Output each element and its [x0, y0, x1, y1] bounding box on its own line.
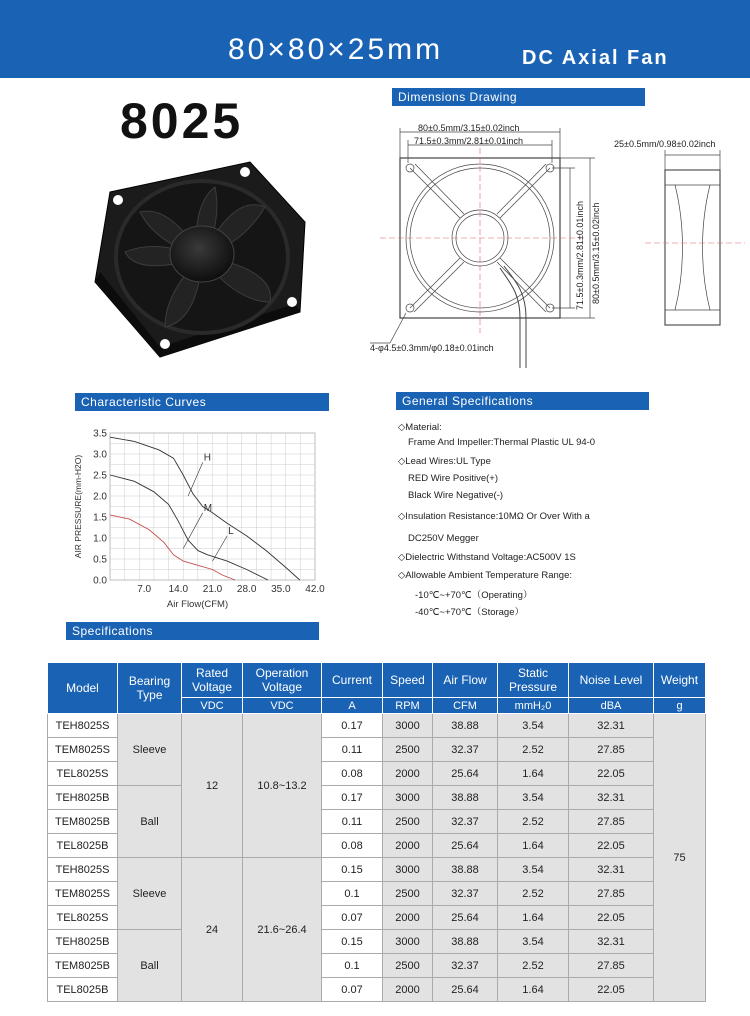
speed-cell: 2000	[383, 834, 433, 858]
noise-level-cell: 27.85	[569, 954, 654, 978]
col-air-flow: Air Flow	[433, 663, 498, 698]
air-flow-cell: 38.88	[433, 858, 498, 882]
air-flow-cell: 38.88	[433, 714, 498, 738]
noise-level-cell: 32.31	[569, 786, 654, 810]
general-spec-line: -40℃~+70℃（Storage）	[415, 607, 525, 618]
unit-rated-voltage: VDC	[182, 698, 243, 714]
speed-cell: 2500	[383, 954, 433, 978]
dim-outer-width: 80±0.5mm/3.15±0.02inch	[418, 123, 520, 133]
speed-cell: 2500	[383, 810, 433, 834]
y-tick-label: 0.0	[93, 575, 107, 587]
noise-level-cell: 27.85	[569, 810, 654, 834]
dim-outer-height-vertical: 80±0.5mm/3.15±0.02inch	[591, 202, 601, 304]
general-spec-line: ◇Material:	[398, 422, 442, 433]
y-tick-label: 2.5	[93, 470, 107, 482]
x-tick-label: 35.0	[271, 584, 291, 595]
fan-product-image	[80, 152, 320, 372]
y-tick-label: 2.0	[93, 491, 107, 503]
static-pressure-cell: 3.54	[498, 930, 569, 954]
section-characteristic-curves: Characteristic Curves	[75, 393, 329, 411]
static-pressure-cell: 2.52	[498, 954, 569, 978]
noise-level-cell: 22.05	[569, 834, 654, 858]
operation-voltage-cell: 21.6~26.4	[243, 858, 322, 1002]
bearing-cell: Sleeve	[118, 858, 182, 930]
speed-cell: 2500	[383, 738, 433, 762]
current-cell: 0.1	[322, 882, 383, 906]
current-cell: 0.07	[322, 978, 383, 1002]
model-cell: TEH8025B	[48, 786, 118, 810]
model-cell: TEL8025B	[48, 978, 118, 1002]
series-leader-h	[188, 462, 203, 496]
col-operation-voltage: Operation Voltage	[243, 663, 322, 698]
characteristic-curves-chart	[70, 420, 335, 615]
specifications-table	[47, 662, 706, 1002]
general-spec-line: ◇Dielectric Withstand Voltage:AC500V 1S	[398, 552, 576, 563]
weight-cell: 75	[654, 714, 706, 1002]
current-cell: 0.1	[322, 954, 383, 978]
model-cell: TEL8025S	[48, 762, 118, 786]
bearing-cell: Ball	[118, 930, 182, 1002]
bearing-cell: Ball	[118, 786, 182, 858]
rated-voltage-cell: 24	[182, 858, 243, 1002]
general-spec-line: ◇Lead Wires:UL Type	[398, 456, 491, 467]
general-spec-line: Frame And Impeller:Thermal Plastic UL 94-0	[408, 437, 596, 448]
y-tick-label: 3.5	[93, 428, 107, 440]
x-axis-label: Air Flow(CFM)	[166, 599, 229, 610]
section-specifications: Specifications	[66, 622, 319, 640]
noise-level-cell: 22.05	[569, 978, 654, 1002]
y-tick-label: 1.0	[93, 533, 107, 545]
x-tick-label: 28.0	[236, 584, 257, 595]
col-static-pressure: Static Pressure	[498, 663, 569, 698]
model-cell: TEL8025S	[48, 906, 118, 930]
noise-level-cell: 32.31	[569, 930, 654, 954]
model-cell: TEM8025S	[48, 738, 118, 762]
current-cell: 0.17	[322, 714, 383, 738]
col-noise-level: Noise Level	[569, 663, 654, 698]
air-flow-cell: 38.88	[433, 786, 498, 810]
x-tick-label: 7.0	[137, 584, 152, 595]
col-weight: Weight	[654, 663, 706, 698]
y-tick-label: 1.5	[93, 512, 107, 524]
current-cell: 0.11	[322, 738, 383, 762]
fan-type-title: DC Axial Fan	[522, 47, 669, 69]
table-row	[48, 858, 706, 882]
static-pressure-cell: 2.52	[498, 882, 569, 906]
model-cell: TEL8025B	[48, 834, 118, 858]
air-flow-cell: 32.37	[433, 954, 498, 978]
air-flow-cell: 25.64	[433, 978, 498, 1002]
series-label-l: L	[228, 525, 234, 537]
fan-size-title: 80×80×25mm	[228, 33, 444, 66]
bearing-cell: Sleeve	[118, 714, 182, 786]
speed-cell: 3000	[383, 786, 433, 810]
static-pressure-cell: 1.64	[498, 834, 569, 858]
table-row	[48, 930, 706, 954]
x-tick-label: 21.0	[202, 584, 223, 595]
series-label-h: H	[203, 452, 211, 464]
model-number: 8025	[120, 93, 244, 149]
speed-cell: 2000	[383, 906, 433, 930]
speed-cell: 3000	[383, 858, 433, 882]
noise-level-cell: 27.85	[569, 882, 654, 906]
model-cell: TEM8025S	[48, 882, 118, 906]
y-tick-label: 3.0	[93, 449, 107, 461]
dim-hole-diameter: 4-φ4.5±0.3mm/φ0.18±0.01inch	[370, 343, 494, 353]
air-flow-cell: 32.37	[433, 882, 498, 906]
current-cell: 0.15	[322, 858, 383, 882]
model-cell: TEM8025B	[48, 810, 118, 834]
table-row	[48, 714, 706, 738]
col-speed: Speed	[383, 663, 433, 698]
static-pressure-cell: 3.54	[498, 714, 569, 738]
dim-hole-spacing-vertical: 71.5±0.3mm/2.81±0.01inch	[575, 201, 585, 310]
series-line-l	[110, 515, 235, 580]
static-pressure-cell: 1.64	[498, 906, 569, 930]
speed-cell: 2000	[383, 978, 433, 1002]
current-cell: 0.07	[322, 906, 383, 930]
model-cell: TEH8025B	[48, 930, 118, 954]
unit-static-pressure: mmH₂0	[498, 698, 569, 714]
col-rated-voltage: Rated Voltage	[182, 663, 243, 698]
general-spec-line: ◇Insulation Resistance:10MΩ Or Over With a	[398, 511, 590, 522]
current-cell: 0.15	[322, 930, 383, 954]
static-pressure-cell: 2.52	[498, 810, 569, 834]
operation-voltage-cell: 10.8~13.2	[243, 714, 322, 858]
unit-noise-level: dBA	[569, 698, 654, 714]
speed-cell: 2000	[383, 762, 433, 786]
unit-speed: RPM	[383, 698, 433, 714]
speed-cell: 3000	[383, 930, 433, 954]
noise-level-cell: 22.05	[569, 762, 654, 786]
table-row	[48, 786, 706, 810]
section-dimensions: Dimensions Drawing	[392, 88, 645, 106]
rated-voltage-cell: 12	[182, 714, 243, 858]
static-pressure-cell: 1.64	[498, 978, 569, 1002]
col-model: Model	[48, 663, 118, 714]
unit-operation-voltage: VDC	[243, 698, 322, 714]
dim-hole-spacing: 71.5±0.3mm/2.81±0.01inch	[414, 136, 523, 146]
x-tick-label: 42.0	[305, 584, 325, 595]
air-flow-cell: 32.37	[433, 810, 498, 834]
general-spec-line: DC250V Megger	[408, 533, 479, 544]
noise-level-cell: 32.31	[569, 858, 654, 882]
model-cell: TEH8025S	[48, 858, 118, 882]
y-tick-label: 0.5	[93, 554, 107, 566]
noise-level-cell: 22.05	[569, 906, 654, 930]
current-cell: 0.11	[322, 810, 383, 834]
general-spec-line: RED Wire Positive(+)	[408, 473, 498, 484]
noise-level-cell: 32.31	[569, 714, 654, 738]
air-flow-cell: 32.37	[433, 738, 498, 762]
unit-current: A	[322, 698, 383, 714]
air-flow-cell: 25.64	[433, 762, 498, 786]
current-cell: 0.17	[322, 786, 383, 810]
model-cell: TEM8025B	[48, 954, 118, 978]
air-flow-cell: 25.64	[433, 834, 498, 858]
series-leader-m	[183, 513, 203, 549]
speed-cell: 2500	[383, 882, 433, 906]
col-bearing-type: Bearing Type	[118, 663, 182, 714]
noise-level-cell: 27.85	[569, 738, 654, 762]
side-view-drawing	[640, 145, 750, 345]
current-cell: 0.08	[322, 834, 383, 858]
static-pressure-cell: 3.54	[498, 786, 569, 810]
header-banner	[0, 0, 750, 78]
static-pressure-cell: 3.54	[498, 858, 569, 882]
dim-thickness: 25±0.5mm/0.98±0.02inch	[614, 139, 716, 149]
section-general-specifications: General Specifications	[396, 392, 649, 410]
model-cell: TEH8025S	[48, 714, 118, 738]
speed-cell: 3000	[383, 714, 433, 738]
col-current: Current	[322, 663, 383, 698]
current-cell: 0.08	[322, 762, 383, 786]
air-flow-cell: 25.64	[433, 906, 498, 930]
unit-weight: g	[654, 698, 706, 714]
series-label-m: M	[203, 502, 213, 514]
static-pressure-cell: 1.64	[498, 762, 569, 786]
static-pressure-cell: 2.52	[498, 738, 569, 762]
general-spec-line: -10℃~+70℃（Operating）	[415, 590, 533, 601]
general-spec-line: Black Wire Negative(-)	[408, 490, 504, 501]
air-flow-cell: 38.88	[433, 930, 498, 954]
y-axis-label: AIR PRESSURE(mm-H2O)	[73, 454, 83, 559]
unit-air-flow: CFM	[433, 698, 498, 714]
front-view-drawing	[370, 118, 610, 368]
general-spec-line: ◇Allowable Ambient Temperature Range:	[398, 570, 573, 581]
x-tick-label: 14.0	[168, 584, 189, 595]
